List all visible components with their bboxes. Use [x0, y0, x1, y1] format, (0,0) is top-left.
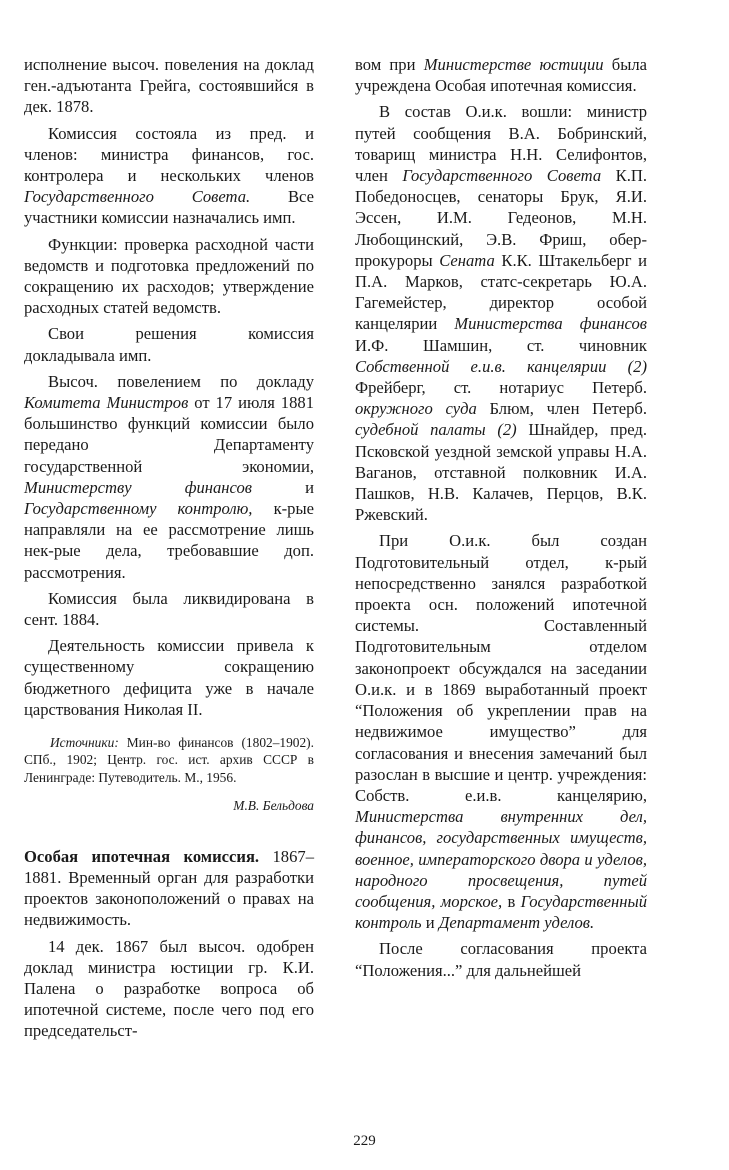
left-column: [24, 54, 314, 1047]
author-signature: М.В. Бельдова: [233, 797, 314, 813]
italic-term: судебной палаты (2): [355, 420, 517, 440]
italic-term: окружного суда: [355, 399, 477, 419]
italic-term: Государственного Совета.: [24, 187, 251, 207]
sources-note: [24, 734, 314, 786]
text-run: В состав О.и.к. вошли: министр путей сообщения В.А. Бобринский, товарищ министра Н.Н. Селифонтов, член: [355, 102, 647, 186]
italic-term: Государственный контроль: [355, 891, 647, 933]
paragraph: После согласования проекта “Положения...” для дальнейшей: [355, 939, 647, 980]
text-run: в: [502, 891, 521, 911]
text-run: вом при: [355, 55, 424, 74]
entry-heading-paragraph: [24, 846, 314, 931]
paragraph: [355, 54, 647, 96]
text-run: и: [252, 477, 315, 497]
sources-text: Мин-во финансов (1802–1902). СПб., 1902; Центр. гос. ист. архив СССР в Ленинграде: Путеводитель. М., 1956.: [24, 735, 314, 785]
italic-term: Сената: [439, 250, 495, 270]
text-run: к-рые направляли на ее рассмотрение лишь нек-рые дела, требовавшие доп. рассмотрения.: [24, 499, 314, 582]
text-run: Комиссия состояла из пред. и членов: министра финансов, гос. контролера и нескольких членов: [24, 123, 314, 186]
page-number: 229: [353, 1133, 376, 1149]
italic-term: Министерству финансов: [24, 477, 252, 497]
paragraph: Комиссия была ликвидирована в сент. 1884.: [24, 588, 314, 630]
italic-term: Собственной е.и.в. канцелярии (2): [355, 356, 647, 376]
italic-term: Государственного Совета: [402, 166, 602, 186]
italic-term: Министерстве юстиции: [423, 55, 604, 74]
right-column: [355, 54, 647, 986]
paragraph: Деятельность комиссии привела к существенному сокращению бюджетного дефицита уже в начале царствования Николая II.: [24, 636, 314, 719]
text-run: К.П. Победоносцев, сенаторы Брук, Я.И. Эссен, И.М. Гедеонов, М.Н. Любощинский, Э.В. Фриш, обер-прокуроры: [355, 166, 647, 270]
text-run: И.Ф. Шамшин, ст. чиновник: [355, 335, 647, 355]
text-run: Блюм, член Петерб.: [476, 399, 647, 419]
entry-title: Особая ипотечная комиссия.: [24, 846, 260, 866]
paragraph: 14 дек. 1867 был высоч. одобрен доклад министра юстиции гр. К.И. Палена о разработке вопроса об ипотечной системе, после чего под его председательст-: [24, 936, 314, 1041]
text-run: и: [421, 913, 439, 933]
paragraph: [24, 123, 314, 229]
italic-term: Департамент уделов.: [438, 913, 595, 933]
sources-label: Источники:: [50, 735, 119, 751]
text-run: Высоч. повелением по докладу: [48, 371, 314, 391]
text-run: При О.и.к. был создан Подготовительный отдел, к-рый непосредственно занялся разработкой проекта осн. положений ипотечной системы. Составленный Подготовительным отделом законопроект обсуждался на заседании О.и.к. и в 1869 выработанный проект “Положения об укреплении прав на недвижимое имущество” для согласования и внесения замечаний был разослан в высшие и центр. учреждения: Собств. е.и.в. канцелярию,: [355, 531, 647, 805]
text-run: была учреждена Особая ипотечная комиссия.: [355, 55, 648, 96]
paragraph: Свои решения комиссия докладывала имп.: [24, 324, 314, 365]
text-run: Шнайдер, пред. Псковской уездной земской управы Н.А. Ваганов, отставной полковник И.А. Пашков, Н.В. Калачев, Перцов, В.К. Ржевский.: [355, 420, 647, 525]
italic-term: Министерства финансов: [454, 314, 647, 334]
text-run: К.К. Штакельберг и П.А. Марков, статс-секретарь Ю.А. Гагемейстер, директор особой канцелярии: [355, 250, 647, 334]
text-run: Фрейберг, ст. нотариус Петерб.: [355, 378, 647, 398]
text-run: от 17 июля 1881 большинство функций комиссии было передано Департаменту государственной экономии,: [24, 393, 314, 476]
text-run: Все участники комиссии назначались имп.: [24, 187, 314, 228]
paragraph: исполнение высоч. повеления на доклад ген.-адъютанта Грейга, состоявшийся в дек. 1878.: [24, 55, 314, 117]
italic-term: Государственному контролю,: [24, 499, 253, 519]
italic-term: Комитета Министров: [24, 393, 189, 413]
paragraph: [355, 101, 647, 525]
text-run: 1867–1881. Временный орган для разработки проектов законоположений о правах на недвижимость.: [24, 846, 314, 930]
italic-term: Министерства внутренних дел, финансов, государственных имуществ, военное, императорского двора и уделов, народного просвещения, путей сообщения, морское,: [355, 807, 647, 911]
paragraph: [355, 530, 647, 933]
paragraph: Функции: проверка расходной части ведомств и подготовка предложений по сокращению их расходов; утверждение расходных статей ведомств.: [24, 234, 314, 318]
paragraph: [24, 371, 314, 583]
